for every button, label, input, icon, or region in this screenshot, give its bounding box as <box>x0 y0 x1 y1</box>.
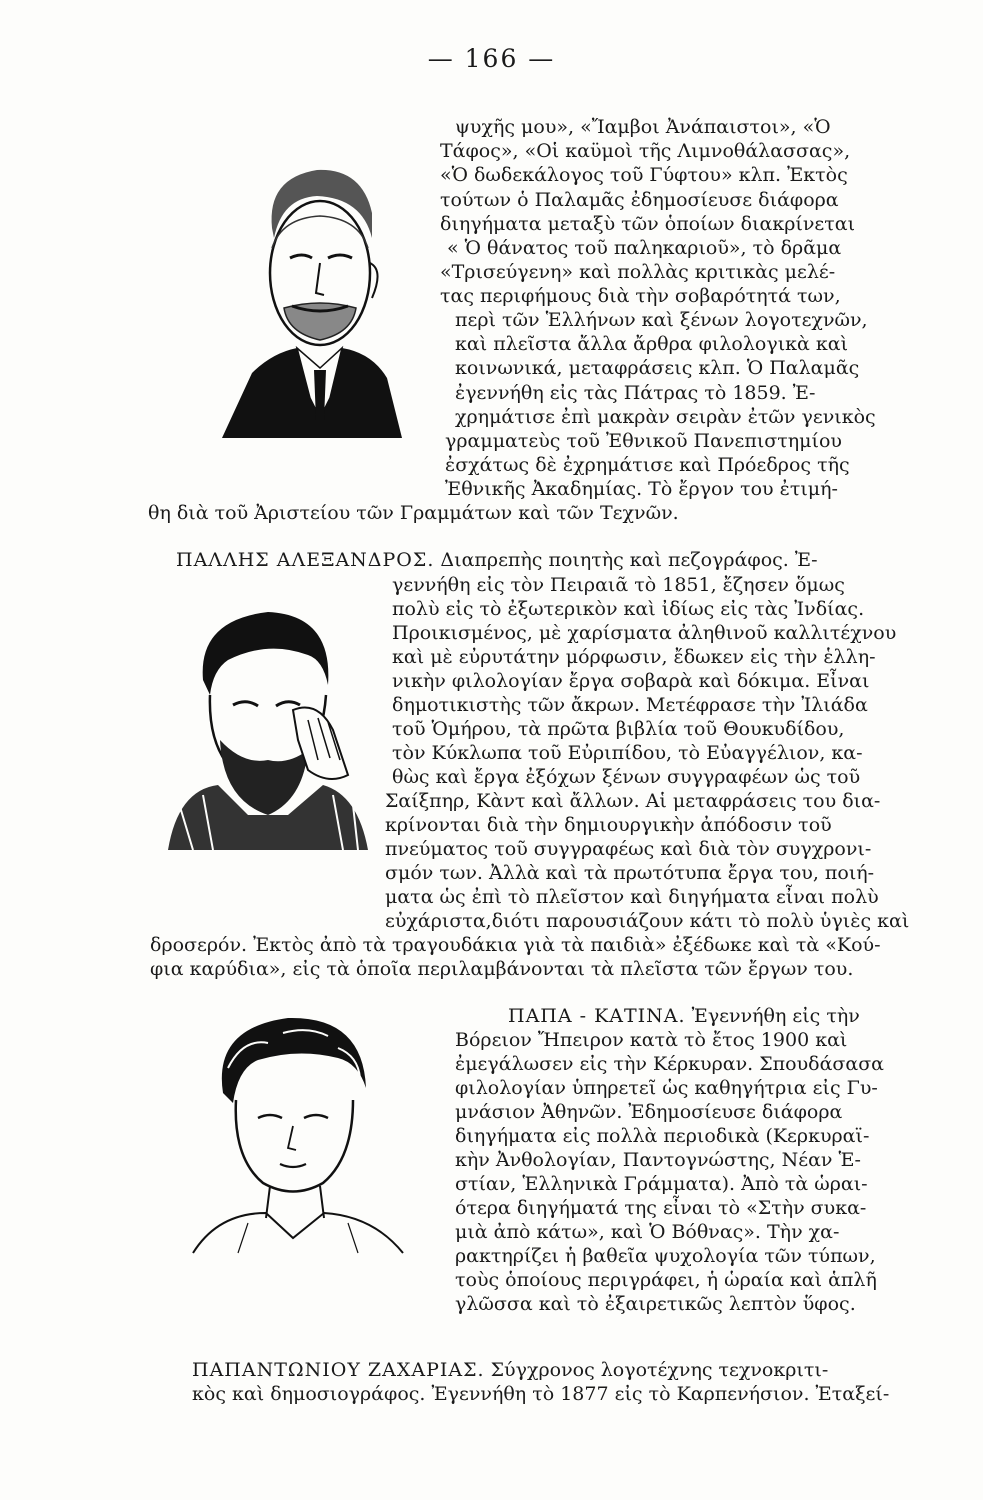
entry-first-line <box>192 1360 828 1380</box>
text-line: Σαίξπηρ, Κὰντ καὶ ἄλλων. Αἱ μεταφράσεις του δια- <box>385 790 881 812</box>
text-span: Σύγχρονος λογοτέχνης τεχνοκριτι- <box>490 1359 829 1381</box>
text-line: διηγήματα μεταξὺ τῶν ὁποίων διακρίνεται <box>440 213 856 235</box>
text-line: ψυχῆς μου», «Ἴαμβοι Ἀνάπαιστοι», «Ὁ <box>455 116 831 138</box>
text-line: θὼς καὶ ἔργα ἐξόχων ξένων συγγραφέων ὡς τοῦ <box>392 766 861 788</box>
portrait-palamas <box>212 158 417 448</box>
text-line: περὶ τῶν Ἑλλήνων καὶ ξένων λογοτεχνῶν, <box>455 309 868 331</box>
text-span: Ἐγεννήθη εἰς τὴν <box>691 1005 860 1027</box>
text-line: «Ὁ δωδεκάλογος τοῦ Γύφτου» κλπ. Ἐκτὸς <box>440 164 848 186</box>
text-line: τὸν Κύκλωπα τοῦ Εὐριπίδου, τὸ Εὐαγγέλιον, κα- <box>392 742 863 764</box>
text-line: γλῶσσα καὶ τὸ ἐξαιρετικῶς λεπτὸν ὕφος. <box>455 1293 856 1315</box>
text-line: δημοτικιστὴς τῶν ἄκρων. Μετέφρασε τὴν Ἰλιάδα <box>392 694 868 716</box>
text-line: μνάσιον Ἀθηνῶν. Ἐδημοσίευσε διάφορα <box>455 1101 843 1123</box>
text-line: φιλολογίαν ὑπηρετεῖ ὡς καθηγήτρια εἰς Γυ- <box>455 1077 878 1099</box>
text-line: γεννήθη εἰς τὸν Πειραιᾶ τὸ 1851, ἔζησεν ὅμως <box>392 574 845 596</box>
text-line: τοῦ Ὁμήρου, τὰ πρῶτα βιβλία τοῦ Θουκυδίδου, <box>392 718 845 740</box>
text-line: γραμματεὺς τοῦ Ἐθνικοῦ Πανεπιστημίου <box>445 430 842 452</box>
text-line: Βόρειον Ἤπειρον κατὰ τὸ ἔτος 1900 καὶ <box>455 1029 848 1051</box>
page-number: — 166 — <box>427 44 556 73</box>
entry-heading: ΠΑΠΑΝΤΩΝΙΟΥ ΖΑΧΑΡΙΑΣ. <box>192 1359 485 1381</box>
text-line: θη διὰ τοῦ Ἀριστείου τῶν Γραμμάτων καὶ τῶν Τεχνῶν. <box>148 502 679 524</box>
text-line: ματα ὡς ἐπὶ τὸ πλεῖστον καὶ διηγήματα εἶναι πολὺ <box>385 886 879 908</box>
portrait-papa-katina <box>188 1008 413 1263</box>
text-line: τούτων ὁ Παλαμᾶς ἐδημοσίευσε διάφορα <box>440 189 839 211</box>
text-line: ἐγεννήθη εἰς τὰς Πάτρας τὸ 1859. Ἐ- <box>455 382 816 404</box>
entry-heading: ΠΑΛΛΗΣ ΑΛΕΞΑΝΔΡΟΣ. <box>176 549 435 571</box>
text-line: ότερα διηγήματά της εἶναι τὸ «Στὴν συκα- <box>455 1197 867 1219</box>
text-line: κὸς καὶ δημοσιογράφος. Ἐγεννήθη τὸ 1877 εἰς τὸ Καρπενήσιον. Ἐταξεί- <box>192 1383 890 1405</box>
text-line: νικὴν φιλολογίαν ἔργα σοβαρὰ καὶ δόκιμα. Εἶναι <box>392 670 870 692</box>
text-line: διηγήματα εἰς πολλὰ περιοδικὰ (Κερκυραϊ- <box>455 1125 870 1147</box>
text-span: Διαπρεπὴς ποιητὴς καὶ πεζογράφος. Ἐ- <box>440 549 818 571</box>
text-line: «Τρισεύγενη» καὶ πολλὰς κριτικὰς μελέ- <box>440 261 836 283</box>
text-line: πολὺ εἰς τὸ ἐξωτερικὸν καὶ ἰδίως εἰς τὰς Ἰνδίας. <box>392 598 865 620</box>
text-line: μιὰ ἀπὸ κάτω», καὶ Ὁ Βόθνας». Τὴν χα- <box>455 1221 840 1243</box>
text-line: ἐσχάτως δὲ ἐχρημάτισε καὶ Πρόεδρος τῆς <box>445 454 850 476</box>
text-line: Τάφος», «Οἱ καϋμοὶ τῆς Λιμνοθάλασσας», <box>440 140 851 162</box>
text-line: τας περιφήμους διὰ τὴν σοβαρότητά των, <box>440 285 841 307</box>
text-line: πνεύματος τοῦ συγγραφέως καὶ διὰ τὸν συγχρονι- <box>385 838 872 860</box>
text-line: σμόν των. Ἀλλὰ καὶ τὰ πρωτότυπα ἔργα του, ποιή- <box>385 862 875 884</box>
text-line: καὶ πλεῖστα ἄλλα ἄρθρα φιλολογικὰ καὶ <box>455 333 849 355</box>
entry-first-line <box>508 1006 860 1026</box>
entry-heading: ΠΑΠΑ - ΚΑΤΙΝΑ. <box>508 1005 686 1027</box>
text-line: κρίνονται διὰ τὴν δημιουργικὴν ἀπόδοσιν τοῦ <box>385 814 832 836</box>
text-line: καὶ μὲ εὐρυτάτην μόρφωσιν, ἔδωκεν εἰς τὴν ἑλλη- <box>392 646 876 668</box>
text-line: ρακτηρίζει ἡ βαθεῖα ψυχολογία τῶν τύπων, <box>455 1245 876 1267</box>
text-line: Προικισμένος, μὲ χαρίσματα ἀληθινοῦ καλλιτέχνου <box>392 622 897 644</box>
text-line: εὐχάριστα,διότι παρουσιάζουν κάτι τὸ πολὺ ὑγιὲς καὶ <box>385 910 910 932</box>
text-line: φια καρύδια», εἰς τὰ ὁποῖα περιλαμβάνονται τὰ πλεῖστα τῶν ἔργων του. <box>150 958 854 980</box>
entry-first-line <box>176 550 818 570</box>
portrait-pallis <box>158 600 373 862</box>
text-line: κὴν Ἀνθολογίαν, Παντογνώστης, Νέαν Ἑ- <box>455 1149 861 1171</box>
text-line: ἐμεγάλωσεν εἰς τὴν Κέρκυραν. Σπουδάσασα <box>455 1053 885 1075</box>
text-line: δροσερόν. Ἐκτὸς ἀπὸ τὰ τραγουδάκια γιὰ τὰ παιδιὰ» ἐξέδωκε καὶ τὰ «Κού- <box>150 934 881 956</box>
text-line: κοινωνικά, μεταφράσεις κλπ. Ὁ Παλαμᾶς <box>455 357 860 379</box>
text-line: τοὺς ὁποίους περιγράφει, ἡ ὡραία καὶ ἁπλῆ <box>455 1269 877 1291</box>
text-line: στίαν, Ἑλληνικὰ Γράμματα). Ἀπὸ τὰ ὡραι- <box>455 1173 868 1195</box>
text-line: Ἐθνικῆς Ἀκαδημίας. Τὸ ἔργον του ἐτιμή- <box>445 478 838 500</box>
text-line: « Ὁ θάνατος τοῦ παληκαριοῦ», τὸ δρᾶμα <box>447 237 842 259</box>
text-line: χρημάτισε ἐπὶ μακρὰν σειρὰν ἐτῶν γενικὸς <box>455 406 876 428</box>
